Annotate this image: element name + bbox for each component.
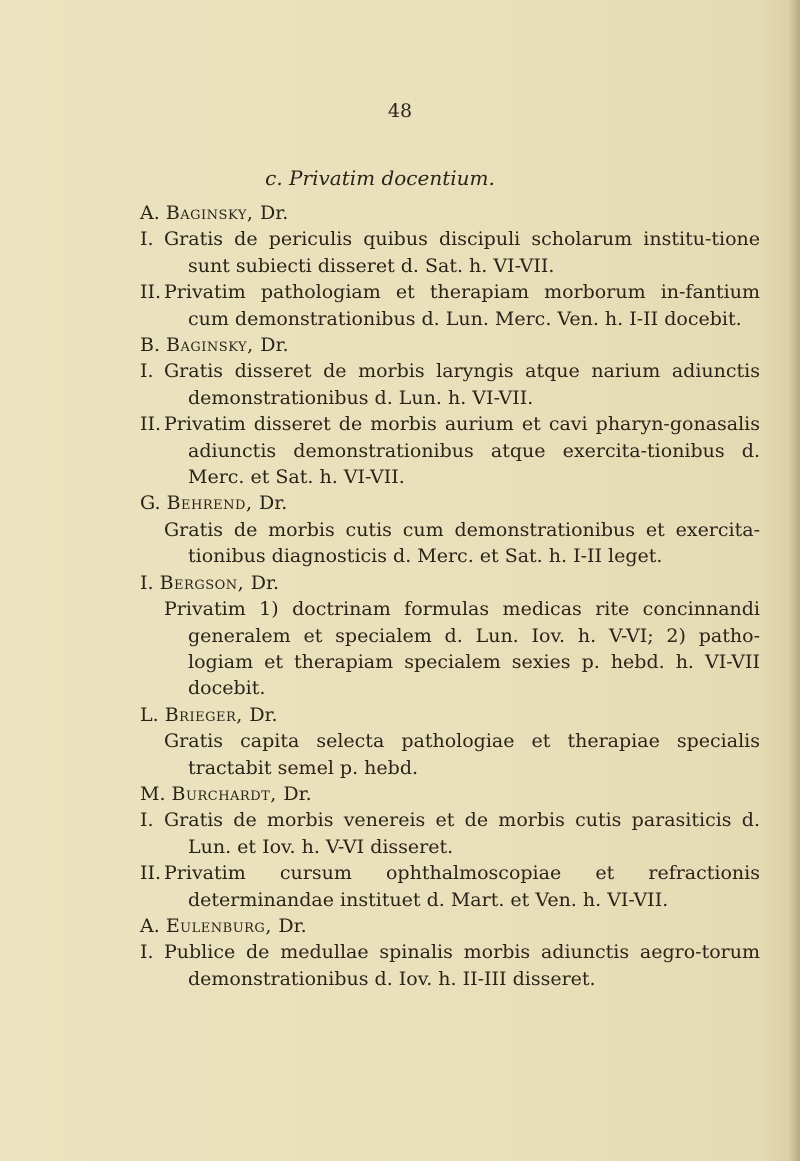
- lecturer-initial: A.: [140, 202, 166, 224]
- course-description: I.Gratis disseret de morbis laryngis atque narium adiunctis demonstrationibus d. Lun. h. VI-VII.: [140, 360, 760, 409]
- lecturer-name: Brieger,: [164, 703, 250, 726]
- lecturer-entry: [140, 200, 760, 332]
- lecturer-entry: [140, 570, 760, 702]
- lecturer-heading: [140, 200, 760, 226]
- lecturer-heading: [140, 332, 760, 358]
- course-text: Gratis disseret de morbis laryngis atque narium adiunctis demonstrationibus d. Lun. h. VI-VII.: [164, 360, 760, 409]
- lecturer-heading: [140, 570, 760, 596]
- lecturer-title: Dr.: [283, 782, 312, 805]
- course-description: II.Privatim pathologiam et therapiam morborum in-fantium cum demonstrationibus d. Lun. Merc. Ven. h. I-II docebit.: [140, 281, 760, 330]
- entry-list: [140, 200, 760, 992]
- lecturer-initial: M.: [140, 782, 172, 805]
- course-description: I.Gratis de periculis quibus discipuli scholarum institu-tione sunt subiecti disseret d. Sat. h. VI-VII.: [140, 228, 760, 277]
- course-text: Gratis de morbis venereis et de morbis cutis parasiticis d. Lun. et Iov. h. V-VI disseret.: [164, 809, 760, 858]
- course-text: Privatim 1) doctrinam formulas medicas rite concinnandi generalem et specialem d. Lun. Iov. h. V-VI; 2) patho-logiam et therapiam specialem sexies p. hebd. h. VI-VII docebit.: [164, 598, 760, 700]
- page-edge-shadow: [788, 0, 800, 1161]
- page-number: 48: [387, 100, 413, 122]
- lecturer-initial: L.: [140, 703, 165, 726]
- lecturer-entry: [140, 913, 760, 992]
- lecturer-heading: [140, 702, 760, 728]
- course-text: Gratis capita selecta pathologiae et therapiae specialis tractabit semel p. hebd.: [164, 730, 760, 779]
- lecturer-heading: [140, 490, 760, 516]
- lecturer-entry: [140, 702, 760, 781]
- lecturer-title: Dr.: [260, 334, 289, 357]
- lecturer-title: Dr.: [260, 202, 289, 224]
- lecturer-entry: [140, 490, 760, 569]
- lecturer-title: Dr.: [278, 914, 307, 937]
- lecturer-name: Burchardt,: [171, 782, 284, 805]
- lecturer-name: Baginsky,: [166, 334, 261, 357]
- lecturer-initial: B.: [140, 334, 167, 357]
- lecturer-name: Bergson,: [159, 571, 251, 594]
- course-description: I.Gratis de morbis venereis et de morbis cutis parasiticis d. Lun. et Iov. h. V-VI disseret.: [140, 809, 760, 858]
- lecturer-entry: [140, 332, 760, 490]
- course-description: I.Publice de medullae spinalis morbis adiunctis aegro-torum demonstrationibus d. Iov. h. II-III disseret.: [140, 941, 760, 990]
- lecturer-title: Dr.: [250, 571, 280, 594]
- lecturer-name: Baginsky,: [165, 202, 260, 224]
- lecturer-heading: [140, 913, 760, 939]
- lecturer-heading: [140, 781, 760, 807]
- lecturer-entry: [140, 781, 760, 913]
- course-description: [164, 596, 760, 702]
- lecturer-initial: I.: [140, 571, 160, 594]
- course-description: [164, 728, 760, 781]
- lecturer-name: Behrend,: [166, 492, 260, 515]
- course-text: Gratis de periculis quibus discipuli scholarum institu-tione sunt subiecti disseret d. Sat. h. VI-VII.: [164, 228, 760, 277]
- course-text: Gratis de morbis cutis cum demonstrationibus et exercita-tionibus diagnosticis d. Merc. et Sat. h. I-II leget.: [164, 518, 760, 568]
- lecturer-title: Dr.: [249, 703, 278, 726]
- course-text: Privatim disseret de morbis aurium et cavi pharyn-gonasalis adiunctis demonstrationibus atque exercita-tionibus d. Merc. et Sat. h. VI-VII.: [164, 413, 760, 489]
- course-description: II.Privatim disseret de morbis aurium et cavi pharyn-gonasalis adiunctis demonstrationibus atque exercita-tionibus d. Merc. et Sat. h. VI-VII.: [140, 413, 760, 489]
- lecturer-title: Dr.: [259, 492, 288, 515]
- lecturer-initial: G.: [140, 492, 167, 515]
- lecturer-name: Eulenburg,: [165, 914, 279, 937]
- course-text: Privatim pathologiam et therapiam morborum in-fantium cum demonstrationibus d. Lun. Merc. Ven. h. I-II docebit.: [164, 281, 760, 330]
- course-text: Privatim cursum ophthalmoscopiae et refractionis determinandae instituet d. Mart. et Ven. h. VI-VII.: [164, 862, 760, 911]
- course-text: Publice de medullae spinalis morbis adiunctis aegro-torum demonstrationibus d. Iov. h. II-III disseret.: [164, 941, 760, 990]
- lecturer-initial: A.: [140, 914, 166, 937]
- course-description: [164, 517, 760, 570]
- course-description: II.Privatim cursum ophthalmoscopiae et refractionis determinandae instituet d. Mart. et Ven. h. VI-VII.: [140, 862, 760, 911]
- section-title: c. Privatim docentium.: [265, 166, 495, 190]
